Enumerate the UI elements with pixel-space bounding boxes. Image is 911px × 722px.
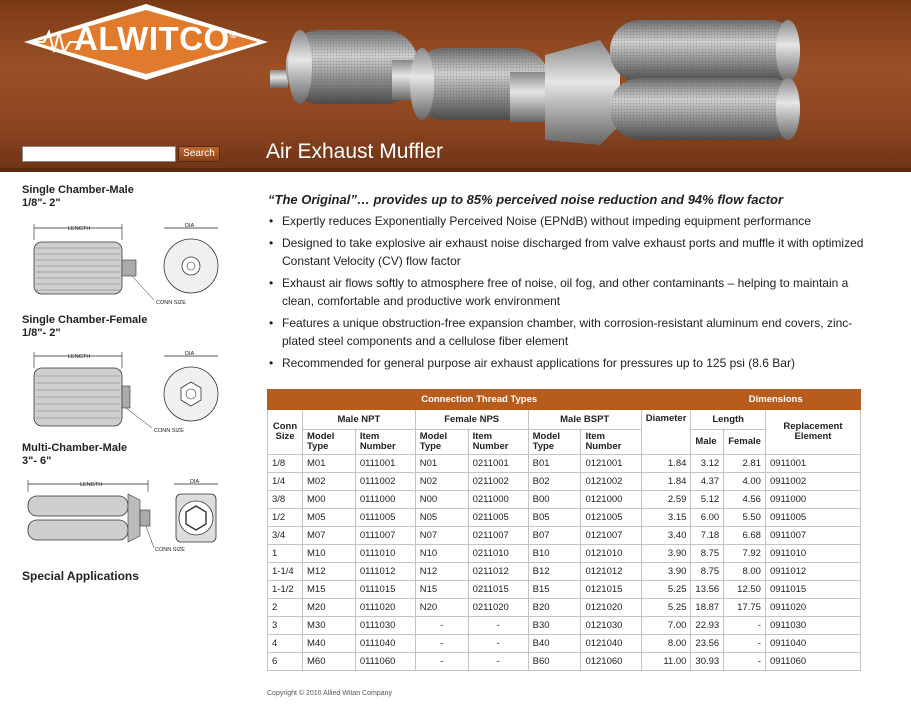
- dia-label: DIA: [185, 351, 195, 357]
- search-input[interactable]: [22, 146, 176, 162]
- table-cell: 6.00: [691, 509, 724, 527]
- table-cell: B60: [528, 653, 581, 671]
- table-cell: N12: [415, 563, 468, 581]
- table-cell: 0911005: [765, 509, 860, 527]
- header-item-number: Item Number: [355, 430, 415, 455]
- table-cell: 0121001: [581, 455, 641, 473]
- table-cell: N10: [415, 545, 468, 563]
- table-cell: -: [468, 617, 528, 635]
- table-row: [268, 563, 861, 581]
- table-cell: B05: [528, 509, 581, 527]
- table-cell: 4.00: [724, 473, 766, 491]
- table-cell: N20: [415, 599, 468, 617]
- table-row: [268, 581, 861, 599]
- table-cell: 0111007: [355, 527, 415, 545]
- table-cell: N02: [415, 473, 468, 491]
- table-row: [268, 635, 861, 653]
- table-cell: 0111030: [355, 617, 415, 635]
- table-cell: -: [724, 635, 766, 653]
- table-cell: 0121060: [581, 653, 641, 671]
- table-cell: 0111015: [355, 581, 415, 599]
- table-cell: 0911000: [765, 491, 860, 509]
- table-cell: N15: [415, 581, 468, 599]
- table-cell: 0211001: [468, 455, 528, 473]
- table-cell: -: [468, 635, 528, 653]
- table-cell: 0121005: [581, 509, 641, 527]
- table-cell: 0911012: [765, 563, 860, 581]
- table-cell: M30: [303, 617, 356, 635]
- table-cell: B00: [528, 491, 581, 509]
- table-cell: 4.37: [691, 473, 724, 491]
- section-range: 1/8"- 2": [22, 327, 61, 339]
- sidebar-section-multi-male[interactable]: [22, 442, 127, 468]
- table-cell: 7.92: [724, 545, 766, 563]
- table-cell: 8.00: [724, 563, 766, 581]
- table-cell: N05: [415, 509, 468, 527]
- table-cell: 0111000: [355, 491, 415, 509]
- table-cell: -: [468, 653, 528, 671]
- table-cell: -: [415, 617, 468, 635]
- table-cell: M12: [303, 563, 356, 581]
- table-cell: M10: [303, 545, 356, 563]
- table-cell: 0911030: [765, 617, 860, 635]
- intro-headline: “The Original”… provides up to 85% perceived noise reduction and 94% flow factor: [268, 192, 784, 207]
- table-cell: 3.12: [691, 455, 724, 473]
- table-cell: B12: [528, 563, 581, 581]
- header-replacement: Replacement Element: [765, 410, 860, 455]
- table-cell: 4: [268, 635, 303, 653]
- table-cell: 5.25: [641, 581, 691, 599]
- table-cell: B40: [528, 635, 581, 653]
- table-cell: 0121012: [581, 563, 641, 581]
- table-row: [268, 455, 861, 473]
- table-cell: 0211005: [468, 509, 528, 527]
- table-cell: -: [724, 653, 766, 671]
- header-male-npt: Male NPT: [303, 410, 416, 430]
- header-model-type: Model Type: [303, 430, 356, 455]
- table-cell: 3.90: [641, 563, 691, 581]
- table-cell: 3/8: [268, 491, 303, 509]
- spec-table-body: [268, 455, 861, 671]
- header-conn-size: Conn Size: [268, 410, 303, 455]
- table-cell: N01: [415, 455, 468, 473]
- table-cell: 0911015: [765, 581, 860, 599]
- table-cell: 8.75: [691, 545, 724, 563]
- table-cell: B20: [528, 599, 581, 617]
- table-cell: 1/8: [268, 455, 303, 473]
- conn-size-label: CONN SIZE: [155, 547, 185, 553]
- table-cell: 3.15: [641, 509, 691, 527]
- header-male-bspt: Male BSPT: [528, 410, 641, 430]
- header-length: Length: [691, 410, 766, 430]
- multi-male-diagram: [22, 476, 222, 556]
- table-row: [268, 617, 861, 635]
- header-model-type: Model Type: [528, 430, 581, 455]
- table-cell: -: [415, 635, 468, 653]
- table-cell: 0121040: [581, 635, 641, 653]
- length-label: LENGTH: [68, 226, 91, 232]
- table-cell: M02: [303, 473, 356, 491]
- table-cell: 5.25: [641, 599, 691, 617]
- site-header: [0, 0, 911, 172]
- table-row: [268, 653, 861, 671]
- table-cell: 8.75: [691, 563, 724, 581]
- section-title: Single Chamber-Male: [22, 184, 134, 196]
- table-row: [268, 491, 861, 509]
- table-cell: 23.56: [691, 635, 724, 653]
- copyright: Copyright © 2010 Allied Witan Company: [267, 690, 392, 697]
- table-cell: 0911020: [765, 599, 860, 617]
- feature-item: • Recommended for general purpose air exhaust applications for pressures up to 125 psi (8.6 Bar): [268, 354, 868, 372]
- table-cell: 1: [268, 545, 303, 563]
- muffler-product-image: [260, 0, 910, 150]
- table-cell: 0121010: [581, 545, 641, 563]
- table-cell: N00: [415, 491, 468, 509]
- table-cell: B15: [528, 581, 581, 599]
- dia-label: DIA: [185, 223, 195, 229]
- table-cell: B02: [528, 473, 581, 491]
- table-cell: 0111020: [355, 599, 415, 617]
- table-cell: 17.75: [724, 599, 766, 617]
- table-cell: 0911060: [765, 653, 860, 671]
- table-row: [268, 599, 861, 617]
- table-cell: 0111040: [355, 635, 415, 653]
- table-cell: 0911001: [765, 455, 860, 473]
- table-cell: 4.56: [724, 491, 766, 509]
- table-row: [268, 473, 861, 491]
- table-cell: 0111005: [355, 509, 415, 527]
- table-cell: B10: [528, 545, 581, 563]
- length-label: LENGTH: [68, 354, 91, 360]
- table-cell: 6.68: [724, 527, 766, 545]
- table-cell: 1.84: [641, 455, 691, 473]
- table-cell: 0121002: [581, 473, 641, 491]
- feature-item: • Features a unique obstruction-free expansion chamber, with corrosion-resistant aluminum end covers, zinc-plated steel components and a cellulose fiber element: [268, 314, 868, 350]
- table-cell: M20: [303, 599, 356, 617]
- table-cell: 2: [268, 599, 303, 617]
- table-cell: M00: [303, 491, 356, 509]
- table-cell: 0111060: [355, 653, 415, 671]
- table-cell: B30: [528, 617, 581, 635]
- feature-item: • Designed to take explosive air exhaust noise discharged from valve exhaust ports and muffle it with optimized Constant Velocity (CV) flow factor: [268, 234, 868, 270]
- header-model-type: Model Type: [415, 430, 468, 455]
- conn-size-label: CONN SIZE: [154, 428, 184, 434]
- table-cell: M40: [303, 635, 356, 653]
- header-female: Female: [724, 430, 766, 455]
- table-cell: 0121015: [581, 581, 641, 599]
- page-title: Air Exhaust Muffler: [266, 140, 444, 163]
- table-cell: 7.00: [641, 617, 691, 635]
- table-cell: 0911007: [765, 527, 860, 545]
- table-cell: 7.18: [691, 527, 724, 545]
- header-diameter: Diameter: [641, 410, 691, 455]
- table-cell: 3: [268, 617, 303, 635]
- table-cell: 0211020: [468, 599, 528, 617]
- table-cell: 1-1/2: [268, 581, 303, 599]
- table-cell: 0211002: [468, 473, 528, 491]
- search-button[interactable]: Search: [178, 146, 220, 162]
- table-cell: 0111002: [355, 473, 415, 491]
- sidebar-section-single-male[interactable]: [22, 184, 134, 210]
- feature-list: [268, 212, 868, 376]
- feature-item: • Exhaust air flows softly to atmosphere free of noise, oil fog, and other contaminants – helping to maintain a clean, comfortable and productive work environment: [268, 274, 868, 310]
- table-cell: M07: [303, 527, 356, 545]
- group-header-dimensions: Dimensions: [691, 390, 861, 410]
- header-item-number: Item Number: [468, 430, 528, 455]
- special-applications-link[interactable]: Special Applications: [22, 569, 139, 583]
- table-cell: N07: [415, 527, 468, 545]
- table-cell: 6: [268, 653, 303, 671]
- table-cell: 0911010: [765, 545, 860, 563]
- single-male-diagram: [22, 220, 222, 310]
- section-range: 1/8"- 2": [22, 197, 61, 209]
- table-cell: M05: [303, 509, 356, 527]
- spec-table: [267, 389, 861, 671]
- table-cell: 0211010: [468, 545, 528, 563]
- table-cell: 5.12: [691, 491, 724, 509]
- table-cell: -: [724, 617, 766, 635]
- table-cell: M01: [303, 455, 356, 473]
- group-header-thread: Connection Thread Types: [268, 390, 691, 410]
- table-cell: -: [415, 653, 468, 671]
- logo[interactable]: [74, 20, 238, 58]
- table-cell: M15: [303, 581, 356, 599]
- table-cell: 0211012: [468, 563, 528, 581]
- table-cell: 0911002: [765, 473, 860, 491]
- table-cell: 3/4: [268, 527, 303, 545]
- logo-text: ALWITCO: [74, 20, 230, 57]
- table-cell: 0111012: [355, 563, 415, 581]
- table-cell: 0121030: [581, 617, 641, 635]
- table-cell: 0111001: [355, 455, 415, 473]
- table-cell: 1.84: [641, 473, 691, 491]
- registered-mark: ®: [229, 30, 238, 41]
- table-cell: 12.50: [724, 581, 766, 599]
- section-title: Multi-Chamber-Male: [22, 442, 128, 454]
- table-row: [268, 509, 861, 527]
- table-cell: 5.50: [724, 509, 766, 527]
- table-cell: 18.87: [691, 599, 724, 617]
- table-cell: 0211007: [468, 527, 528, 545]
- length-label: LENGTH: [80, 482, 103, 488]
- table-cell: 13.56: [691, 581, 724, 599]
- table-cell: 0911040: [765, 635, 860, 653]
- conn-size-label: CONN SIZE: [156, 300, 186, 306]
- table-cell: 0211000: [468, 491, 528, 509]
- table-cell: 2.59: [641, 491, 691, 509]
- dia-label: DIA: [190, 479, 200, 485]
- table-cell: 2.81: [724, 455, 766, 473]
- table-cell: 0211015: [468, 581, 528, 599]
- table-cell: B07: [528, 527, 581, 545]
- header-male: Male: [691, 430, 724, 455]
- table-cell: 1/4: [268, 473, 303, 491]
- sidebar-section-single-female[interactable]: [22, 314, 147, 340]
- table-row: [268, 527, 861, 545]
- table-cell: 0121007: [581, 527, 641, 545]
- table-cell: 22.93: [691, 617, 724, 635]
- header-item-number: Item Number: [581, 430, 641, 455]
- table-cell: 3.90: [641, 545, 691, 563]
- table-cell: 0111010: [355, 545, 415, 563]
- table-cell: M60: [303, 653, 356, 671]
- table-cell: 11.00: [641, 653, 691, 671]
- header-female-nps: Female NPS: [415, 410, 528, 430]
- table-cell: 0121000: [581, 491, 641, 509]
- table-row: [268, 545, 861, 563]
- table-cell: B01: [528, 455, 581, 473]
- table-cell: 1-1/4: [268, 563, 303, 581]
- single-female-diagram: [22, 348, 222, 438]
- section-title: Single Chamber-Female: [22, 314, 148, 326]
- table-cell: 0121020: [581, 599, 641, 617]
- feature-item: • Expertly reduces Exponentially Perceived Noise (EPNdB) without impeding equipment performance: [268, 212, 868, 230]
- section-range: 3"- 6": [22, 455, 52, 467]
- table-cell: 3.40: [641, 527, 691, 545]
- table-cell: 1/2: [268, 509, 303, 527]
- table-cell: 8.00: [641, 635, 691, 653]
- table-cell: 30.93: [691, 653, 724, 671]
